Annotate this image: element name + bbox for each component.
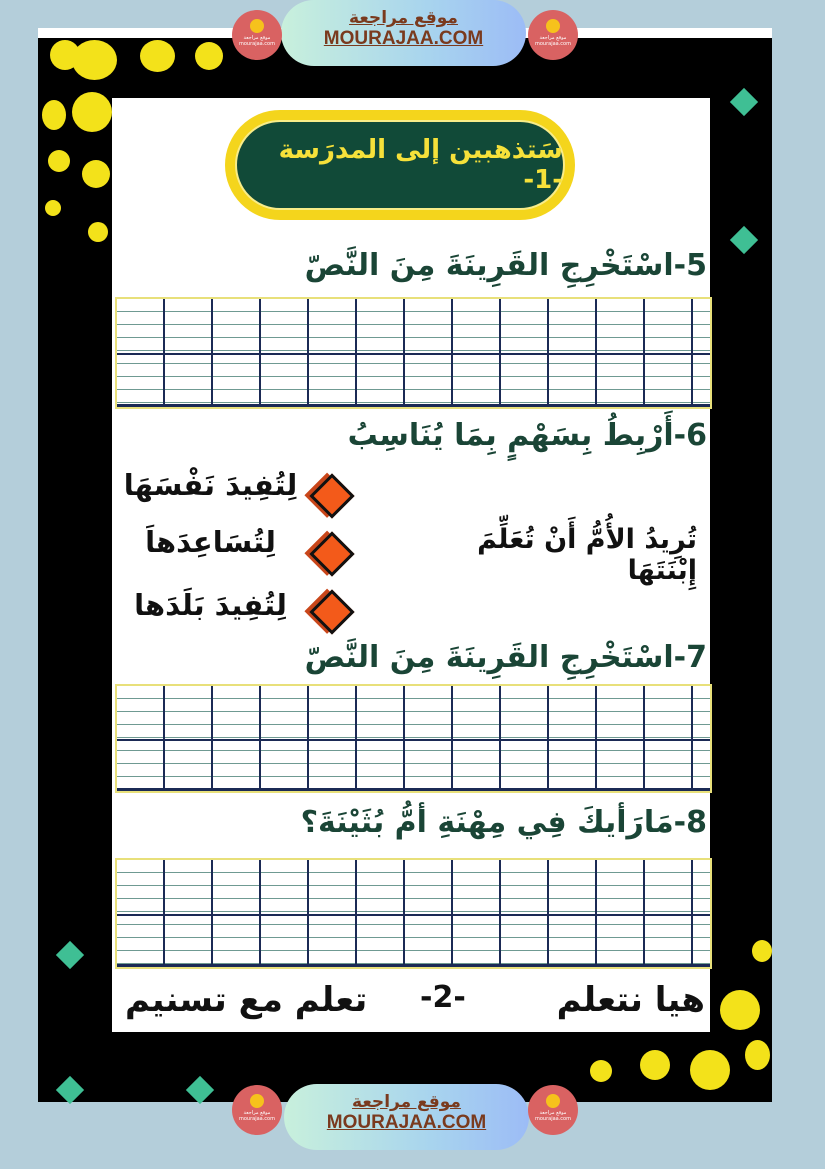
answer-grid-5[interactable] — [115, 297, 712, 409]
site-name-ar: موقع مراجعة — [349, 8, 458, 28]
site-logo-icon: موقع مراجعة mourajaa.com — [232, 10, 282, 60]
question-7-label: 7-اسْتَخْرِجِ القَرِينَةَ مِنَ النَّصّ — [304, 640, 707, 675]
match-sentence: تُرِيدُ الأُمُّ أَنْ تُعَلِّمَ إِبْنَتَهَا — [477, 524, 697, 586]
footer-right: هيا نتعلم — [556, 980, 705, 1020]
title-banner — [225, 110, 575, 220]
option-1[interactable]: لِتُفِيدَ نَفْسَهَا — [123, 468, 298, 502]
site-name-en: MOURAJAA.COM — [326, 1112, 487, 1133]
site-name-ar: موقع مراجعة — [352, 1092, 461, 1112]
site-logo-icon: موقع مراجعة mourajaa.com — [528, 1085, 578, 1135]
question-6-label: 6-أَرْبِطُ بِسَهْمٍ بِمَا يُنَاسِبُ — [347, 418, 707, 453]
answer-grid-8[interactable] — [115, 858, 712, 969]
site-badge-top[interactable] — [281, 0, 526, 66]
answer-grid-7[interactable] — [115, 684, 712, 793]
option-2[interactable]: لِتُسَاعِدَهاَ — [145, 525, 276, 559]
site-logo-icon: موقع مراجعة mourajaa.com — [528, 10, 578, 60]
question-5-label: 5-اسْتَخْرِجِ القَرِينَةَ مِنَ النَّصّ — [304, 248, 707, 283]
footer-left: تعلم مع تسنيم — [125, 980, 368, 1020]
site-badge-bottom[interactable] — [284, 1084, 529, 1150]
worksheet-title: سَتذهبين إلى المدرَسة -1- — [235, 120, 565, 210]
option-3[interactable]: لِتُفِيدَ بَلَدَها — [134, 588, 287, 622]
page-number: -2- — [420, 980, 466, 1015]
site-name-en: MOURAJAA.COM — [323, 28, 484, 49]
question-8-label: 8-مَارَأيكَ فِي مِهْنَةِ أمُّ بُثَيْنَةَ؟ — [300, 805, 707, 840]
site-logo-icon: موقع مراجعة mourajaa.com — [232, 1085, 282, 1135]
